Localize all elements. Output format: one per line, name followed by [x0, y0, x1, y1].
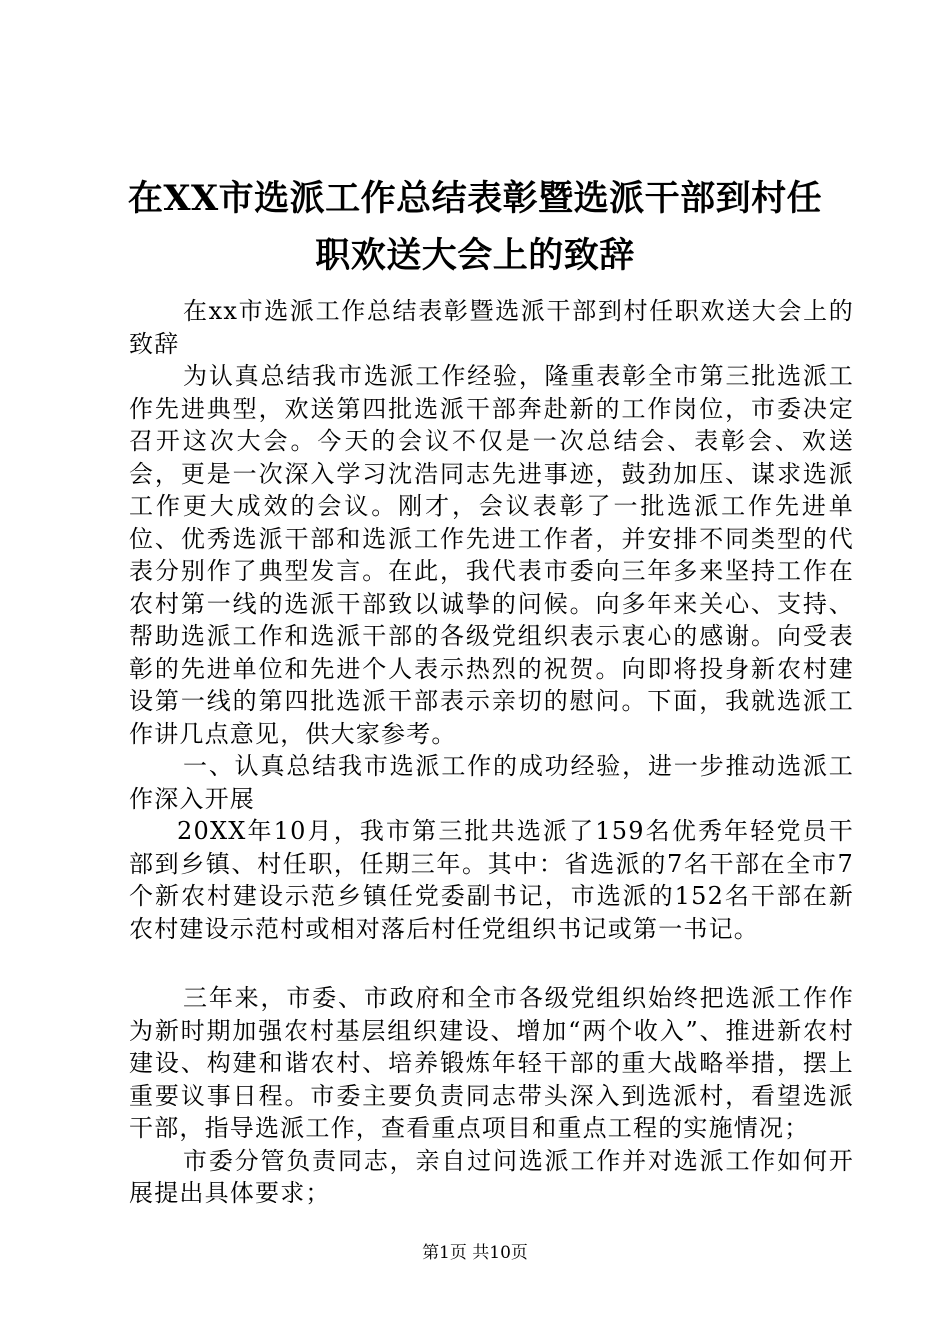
- document-body: [129, 295, 854, 1210]
- paragraph-subtitle: 在xx市选派工作总结表彰暨选派干部到村任职欢送大会上的致辞: [129, 297, 854, 358]
- paragraph-gap: [129, 945, 854, 982]
- paragraph-statistics: 20XX年10月，我市第三批共选派了159名优秀年轻党员干部到乡镇、村任职，任期三年。其中：省选派的7名干部在全市7个新农村建设示范乡镇任党委副书记，市选派的152名干部在新农村建设示范村或相对落后村任党组织书记或第一书记。: [129, 817, 854, 943]
- title-line-2: 职欢送大会上的致辞: [315, 235, 635, 276]
- paragraph-section-heading: 一、认真总结我市选派工作的成功经验，进一步推动选派工作深入开展: [129, 752, 854, 813]
- title-line-1: 在XX市选派工作总结表彰暨选派干部到村任: [127, 178, 823, 219]
- paragraph-intro: 为认真总结我市选派工作经验，隆重表彰全市第三批选派工作先进典型，欢送第四批选派干部奔赴新的工作岗位，市委决定召开这次大会。今天的会议不仅是一次总结会、表彰会、欢送会，更是一次深入学习沈浩同志先进事迹，鼓劲加压、谋求选派工作更大成效的会议。刚才，会议表彰了一批选派工作先进单位、优秀选派干部和选派工作先进工作者，并安排不同类型的代表分别作了典型发言。在此，我代表市委向三年多来坚持工作在农村第一线的选派干部致以诚挚的问候。向多年来关心、支持、帮助选派工作和选派干部的各级党组织表示衷心的感谢。向受表彰的先进单位和先进个人表示热烈的祝贺。向即将投身新农村建设第一线的第四批选派干部表示亲切的慰问。下面，我就选派工作讲几点意见，供大家参考。: [129, 362, 854, 748]
- page-title: [120, 170, 830, 284]
- paragraph-leadership: 市委分管负责同志，亲自过问选派工作并对选派工作如何开展提出具体要求；: [129, 1146, 854, 1207]
- paragraph-three-years: 三年来，市委、市政府和全市各级党组织始终把选派工作作为新时期加强农村基层组织建设、增加“两个收入”、推进新农村建设、构建和谐农村、培养锻炼年轻干部的重大战略举措，摆上重要议事日程。市委主要负责同志带头深入到选派村，看望选派干部，指导选派工作，查看重点项目和重点工程的实施情况；: [129, 984, 854, 1142]
- page-footer: 第1页 共10页: [422, 1243, 528, 1263]
